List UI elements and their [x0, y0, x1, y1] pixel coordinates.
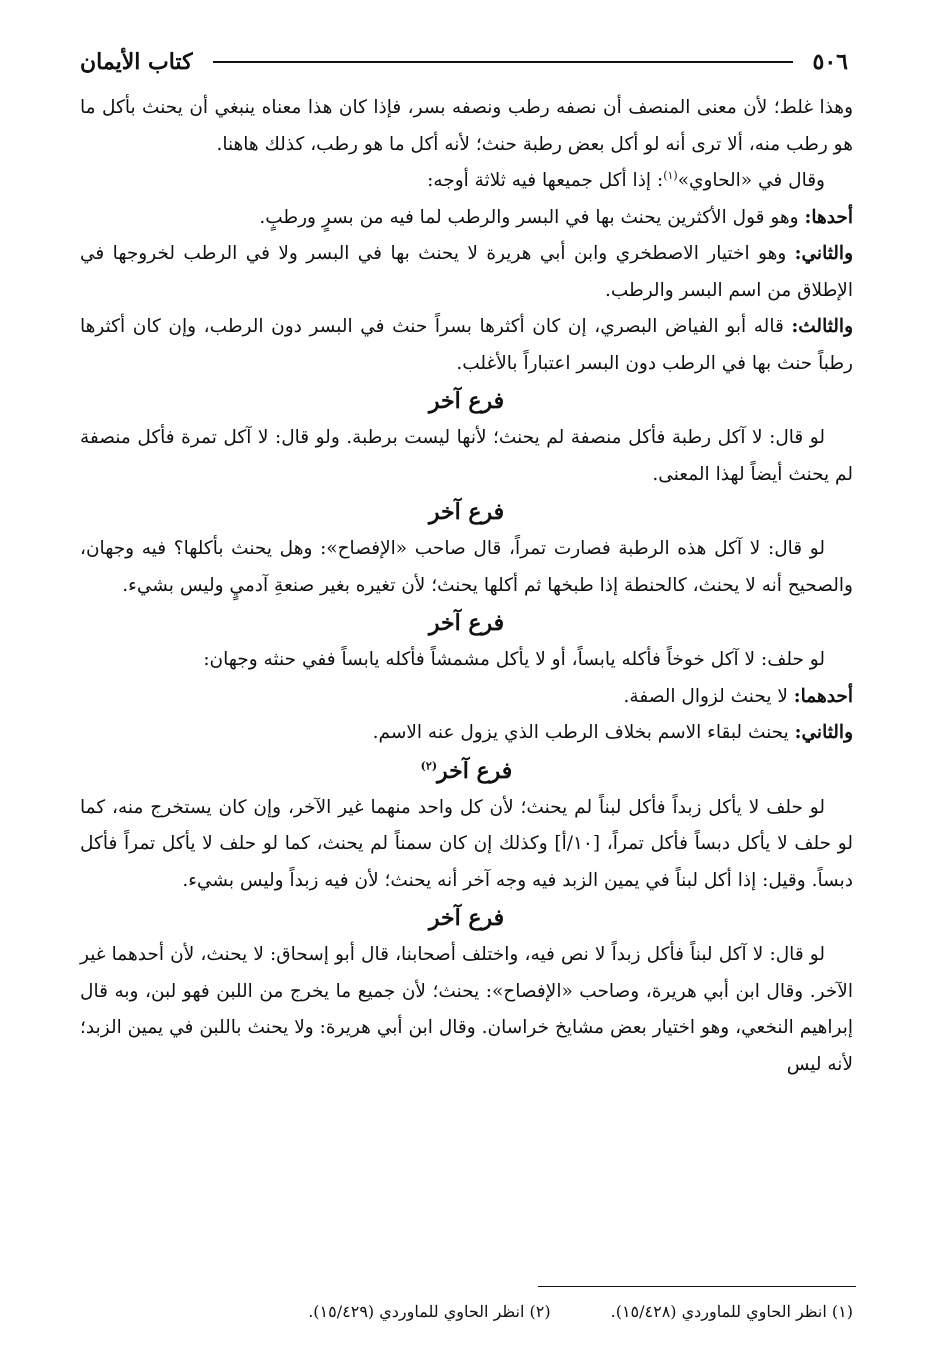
- paragraph-lead: أحدها:: [804, 206, 853, 228]
- paragraph: وهذا غلط؛ لأن معنى المنصف أن نصفه رطب ونصفه بسر، فإذا كان هذا معناه ينبغي أن يحنث بأكل ما هو رطب منه، ألا ترى أنه لو أكل بعض رطبة حنث؛ لأنه أكل ما هو رطب، كذلك هاهنا.: [80, 97, 853, 155]
- header-rule: [213, 61, 793, 63]
- paragraph: لو حلف لا يأكل زبداً فأكل لبناً لم يحنث؛ لأن كل واحد منهما غير الآخر، وإن كان يستخرج منه، كما لو حلف لا يأكل دبساً فأكل تمراً، [١٠/أ] وكذلك إن كان سمناً لم يحنث، كما لو حلف لا يأكل تمراً فأكل دبساً. وقيل: إذا أكل لبناً في يمين الزبد فيه وجه آخر أنه يحنث؛ لأن فيه زبداً وليس بشيء.: [80, 796, 853, 891]
- footnote-separator: [538, 1286, 856, 1287]
- paragraph: لو قال: لا آكل هذه الرطبة فصارت تمراً، قال صاحب «الإفصاح»: وهل يحنث بأكلها؟ فيه وجهان، والصحيح أنه لا يحنث، كالحنطة إذا طبخها ثم أكلها يحنث؛ لأن تغيره بغير صنعةِ آدميٍ وليس بشيء.: [80, 538, 853, 596]
- section-heading: فرع آخر: [428, 905, 505, 931]
- footnote-ref: (١): [663, 168, 678, 182]
- paragraph-lead: أحدهما:: [793, 685, 853, 707]
- paragraph: لو قال: لا آكل رطبة فأكل منصفة لم يحنث؛ لأنها ليست برطبة. ولو قال: لا آكل تمرة فأكل منصفة لم يحنث أيضاً لهذا المعنى.: [80, 427, 853, 485]
- footnotes: [160, 1296, 853, 1326]
- section-heading: فرع آخر: [428, 499, 505, 525]
- paragraph: لو قال: لا آكل لبناً فأكل زبداً لا نص فيه، واختلف أصحابنا، قال أبو إسحاق: لا يحنث، لأن أحدهما غير الآخر. وقال ابن أبي هريرة، وصاحب «الإفصاح»: يحنث؛ لأن جميع ما يخرج من اللبن فهو لبن، وبه قال إبراهيم النخعي، وهو اختيار بعض مشايخ خراسان. وقال ابن أبي هريرة: ولا يحنث باللبن في يمين الزبد؛ لأنه ليس: [80, 944, 853, 1075]
- paragraph: والثاني: وهو اختيار الاصطخري وابن أبي هريرة لا يحنث بها في البسر ولا في الرطب لخروجها في الإطلاق من اسم البسر والرطب.: [80, 243, 853, 301]
- paragraph: أحدهما: لا يحنث لزوال الصفة.: [623, 685, 853, 707]
- paragraph: أحدها: وهو قول الأكثرين يحنث بها في البسر والرطب لما فيه من بسرٍ ورطبٍ.: [259, 206, 853, 228]
- paragraph-lead: والثاني:: [794, 243, 853, 264]
- section-heading: فرع آخر$^{(٢)}$: [420, 757, 513, 784]
- paragraph: وقال في «الحاوي»$^{(١)}$: إذا أكل جميعها فيه ثلاثة أوجه:: [427, 168, 825, 191]
- book-title: كتاب الأيمان: [80, 49, 193, 75]
- page-number: ٥٠٦: [812, 49, 848, 75]
- running-header: [80, 42, 848, 82]
- footnote: (١) انظر الحاوي للماوردي (١٥/٤٢٨).: [610, 1301, 853, 1321]
- paragraph: والثاني: يحنث لبقاء الاسم بخلاف الرطب الذي يزول عنه الاسم.: [372, 722, 853, 743]
- page-body: [80, 90, 853, 1255]
- paragraph-lead: والثاني:: [794, 722, 853, 743]
- footnote: (٢) انظر الحاوي للماوردي (١٥/٤٢٩).: [308, 1301, 551, 1321]
- paragraph: لو حلف: لا آكل خوخاً فأكله يابساً، أو لا يأكل مشمشاً فأكله يابساً ففي حنثه وجهان:: [203, 649, 825, 670]
- section-heading: فرع آخر: [428, 388, 505, 414]
- paragraph-lead: والثالث:: [791, 316, 853, 337]
- section-heading: فرع آخر: [428, 610, 505, 636]
- paragraph: والثالث: قاله أبو الفياض البصري، إن كان أكثرها بسراً حنث في البسر دون الرطب، وإن كان أكثرها رطباً حنث بها في الرطب دون البسر اعتباراً بالأغلب.: [80, 316, 853, 374]
- footnote-ref: (٢): [420, 759, 438, 773]
